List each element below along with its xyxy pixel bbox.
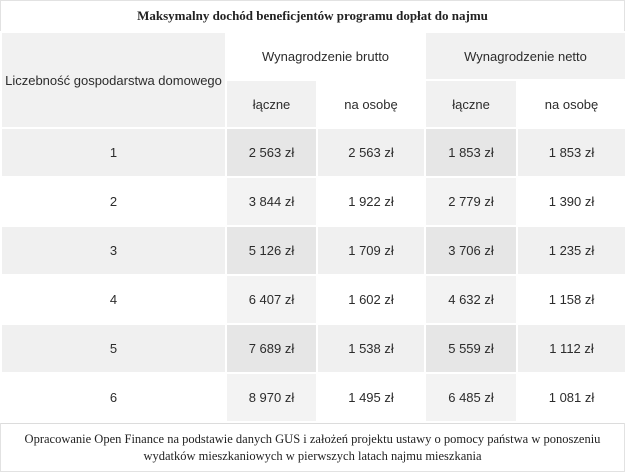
cell-net-total: 4 632 zł (425, 275, 517, 324)
cell-gross-per-person: 1 922 zł (317, 177, 425, 226)
cell-net-total: 5 559 zł (425, 324, 517, 373)
cell-household-size: 4 (1, 275, 226, 324)
table-row (1, 373, 625, 422)
cell-net-total: 6 485 zł (425, 373, 517, 422)
cell-household-size: 6 (1, 373, 226, 422)
cell-net-per-person: 1 235 zł (517, 226, 625, 275)
cell-household-size: 2 (1, 177, 226, 226)
cell-gross-per-person: 2 563 zł (317, 128, 425, 177)
cell-net-total: 2 779 zł (425, 177, 517, 226)
cell-gross-total: 5 126 zł (226, 226, 317, 275)
cell-gross-total: 3 844 zł (226, 177, 317, 226)
cell-net-per-person: 1 112 zł (517, 324, 625, 373)
cell-household-size: 1 (1, 128, 226, 177)
table-row (1, 177, 625, 226)
cell-gross-per-person: 1 602 zł (317, 275, 425, 324)
cell-gross-total: 7 689 zł (226, 324, 317, 373)
cell-net-per-person: 1 081 zł (517, 373, 625, 422)
cell-gross-per-person: 1 709 zł (317, 226, 425, 275)
cell-net-per-person: 1 390 zł (517, 177, 625, 226)
cell-gross-per-person: 1 538 zł (317, 324, 425, 373)
table-row (1, 324, 625, 373)
cell-gross-per-person: 1 495 zł (317, 373, 425, 422)
table-row (1, 128, 625, 177)
cell-household-size: 3 (1, 226, 226, 275)
cell-household-size: 5 (1, 324, 226, 373)
header-net-total: łączne (425, 80, 517, 128)
header-gross-total: łączne (226, 80, 317, 128)
cell-net-per-person: 1 853 zł (517, 128, 625, 177)
table-title: Maksymalny dochód beneficjentów programu dopłat do najmu (137, 8, 488, 23)
cell-net-per-person: 1 158 zł (517, 275, 625, 324)
header-household-size: Liczebność gospodarstwa domowego (1, 32, 226, 128)
income-table (0, 31, 625, 423)
cell-gross-total: 8 970 zł (226, 373, 317, 422)
cell-net-total: 1 853 zł (425, 128, 517, 177)
source-note: Opracowanie Open Finance na podstawie danych GUS i założeń projektu ustawy o pomocy państwa w ponoszeniu wydatków mieszkaniowych w pierwszych latach najmu mieszkania (1, 423, 624, 471)
header-net-per-person: na osobę (517, 80, 625, 128)
header-gross-per-person: na osobę (317, 80, 425, 128)
cell-gross-total: 2 563 zł (226, 128, 317, 177)
table-row (1, 275, 625, 324)
header-net-salary: Wynagrodzenie netto (425, 32, 625, 80)
table-row (1, 226, 625, 275)
header-gross-salary: Wynagrodzenie brutto (226, 32, 425, 80)
cell-net-total: 3 706 zł (425, 226, 517, 275)
cell-gross-total: 6 407 zł (226, 275, 317, 324)
